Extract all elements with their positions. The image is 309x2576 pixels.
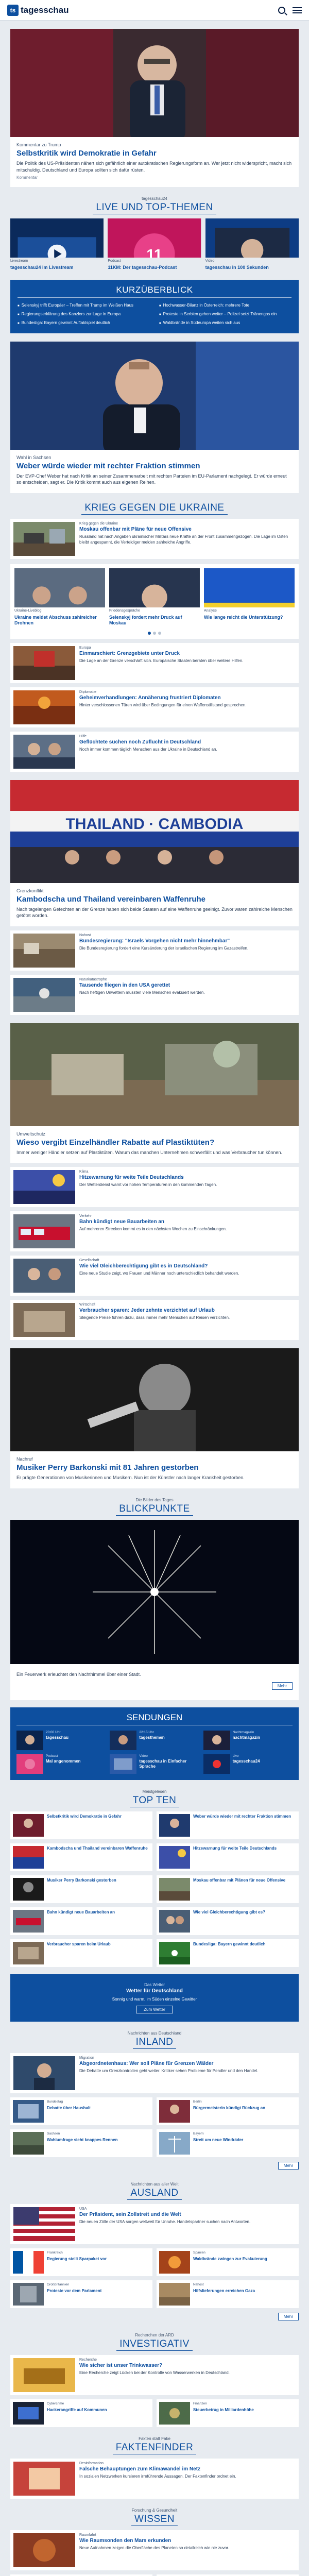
section-live-sub: tagesschau24 [142,196,167,201]
row-desc: Die Bundesregierung fordert eine Kursänderung der israelischen Regierung im Gazastreifen. [79,945,249,951]
topten-label: Moskau offenbar mit Plänen für neue Offensive [193,1878,286,1883]
svg-text:11: 11 [146,246,163,263]
row-title[interactable]: Falsche Behauptungen zum Klimawandel im Netz [79,2466,201,2472]
logo-mark: ts [7,5,19,16]
ausland-thumb [13,2283,44,2306]
innen-lead-title[interactable]: Wieso vergibt Einzelhändler Rabatte auf Plastiktüten? [16,1138,215,1147]
wissen-lead-thumb [13,2533,75,2567]
inland-thumb [159,2132,190,2155]
hero-article[interactable] [10,29,299,187]
sendung-thumb [203,1754,230,1774]
section-investigativ-head [10,2333,299,2351]
ukraine-row[interactable] [10,732,299,772]
topten-label: Hitzewarnung für weite Teile Deutschlands [193,1846,277,1851]
row-kicker: Migration [79,2056,94,2060]
row-desc: Der Wetterdienst warnt vor hohen Temperaturen in den kommenden Tagen. [79,1182,217,1188]
sendung-label: nachtmagazin [232,1735,260,1740]
row-kicker: Raumfahrt [79,2533,96,2537]
mini-label: Wahlumfrage sieht knappes Rennen [47,2137,118,2142]
row-desc: Hinter verschlossenen Türen wird über Bedingungen für einen Waffenstillstand gesprochen. [79,702,247,707]
row-title[interactable]: Geheimverhandlungen: Annäherung frustriert Diplomaten [79,694,221,701]
ukraine-tile-label: Wie lange reicht die Unterstützung? [204,615,283,620]
topten-list [10,1811,299,1967]
ukraine-tile-kicker: Analyse [204,609,217,613]
inland-thumb [159,2100,190,2123]
innen-row[interactable] [10,1167,299,1207]
section-blickpunkte-head [10,1498,299,1516]
topten-label: Verbraucher sparen beim Urlaub [47,1942,111,1947]
section-ausland-sub: Nachrichten aus aller Welt [130,2182,179,2187]
innen-row-thumb [13,1214,75,1248]
sendung-label: tagesschau [46,1735,69,1740]
ukraine-row-thumb [13,735,75,769]
section-inland-sub: Nachrichten aus Deutschland [127,2031,182,2036]
hero-kicker: Kommentar zu Trump [16,142,61,147]
ukraine-thumb [204,568,295,607]
faktenfinder-lead-thumb [13,2462,75,2496]
section-investigativ-title: INVESTIGATIV [116,2338,193,2351]
svg-text:THAILAND · CAMBODIA: THAILAND · CAMBODIA [65,815,244,833]
mini-label: Proteste vor dem Parlament [47,2288,102,2293]
mini-kicker: Großbritannien [47,2283,70,2287]
section-faktenfinder-sub: Fakten statt Fake [139,2436,170,2442]
live-thumb [10,218,104,258]
faktenfinder-lead[interactable] [10,2459,299,2499]
mini-kicker: Nahost [193,2283,204,2287]
topten-label: Selbstkritik wird Demokratie in Gefahr [47,1814,122,1819]
top-story-image [10,342,299,450]
sendung-item[interactable] [203,1754,293,1774]
row-title[interactable]: Bundesregierung: "Israels Vorgehen nicht mehr hinnehmbar" [79,938,230,944]
ausland-item[interactable] [10,2280,152,2308]
innen-row-thumb [13,1303,75,1337]
topten-thumb [13,1846,44,1869]
ausland-item[interactable] [157,2280,299,2308]
inland-item[interactable] [157,2129,299,2157]
topten-item[interactable] [10,1843,152,1871]
kurzueberblick-item[interactable]: ■ Regierungserklärung des Kanzlers zur Lage in Europa [18,312,150,317]
topten-thumb [13,1814,44,1837]
live-thumb [205,218,299,258]
sendung-thumb [16,1754,43,1774]
ausland-lead-thumb [13,2207,75,2241]
sendung-thumb [203,1731,230,1750]
mini-label: Debatte über Haushalt [47,2105,91,2110]
topten-thumb [13,1910,44,1933]
mini-label: Hilfslieferungen erreichen Gaza [193,2288,255,2293]
sendung-label: tagesschau in Einfacher Sprache [139,1758,187,1769]
section-topten-head [10,1789,299,1807]
sendung-thumb [110,1731,136,1750]
section-ukraine-title: KRIEG GEGEN DIE UKRAINE [81,502,227,515]
section-faktenfinder-head [10,2436,299,2454]
ausland-row-thumb [13,934,75,968]
investigativ-item[interactable] [10,2399,152,2427]
section-topten-sub: Meistgelesen [142,1789,167,1794]
row-desc: Noch immer kommen täglich Menschen aus der Ukraine in Deutschland an. [79,747,217,752]
row-kicker: Recherche [79,2358,97,2362]
sendung-item[interactable] [110,1731,199,1750]
row-desc: Auf mehreren Strecken kommt es in den nächsten Wochen zu Einschränkungen. [79,1227,227,1232]
sendung-kicker: 22:15 Uhr [139,1731,154,1735]
row-title[interactable]: Geflüchtete suchen noch Zuflucht in Deutschland [79,739,201,745]
row-title[interactable]: Verbraucher sparen: Jeder zehnte verzichtet auf Urlaub [79,1308,215,1314]
row-desc: Nach heftigen Unwettern mussten viele Menschen evakuiert werden. [79,990,205,995]
topten-label: Bahn kündigt neue Bauarbeiten an [47,1910,115,1915]
topten-thumb [159,1910,190,1933]
topten-thumb [159,1878,190,1901]
ukraine-row[interactable] [10,687,299,727]
topten-item[interactable] [157,1843,299,1871]
row-desc: Eine neue Studie zeigt, wo Frauen und Männer noch unterschiedlich behandelt werden. [79,1271,239,1276]
innen-row-thumb [13,1259,75,1293]
topten-item[interactable] [157,1939,299,1967]
ukraine-lead-thumb [13,522,75,556]
hero-teaser: Die Politik des US-Präsidenten nähert sich gefährlich einer autokratischen Regierungsform an. Wer jetzt nicht widerspricht, macht sich mitschuldig. Deutschland und Europa sollten sich dafür rüsten. [16,161,292,173]
row-title[interactable]: Tausende fliegen in den USA gerettet [79,982,170,988]
ukraine-lead-kicker: Krieg gegen die Ukraine [79,522,118,526]
mini-kicker: Bundestag [47,2100,63,2104]
weather-kicker: Das Wetter [144,1982,165,1988]
feature-teaser: Er prägte Generationen von Musikerinnen und Musikern. Nun ist der Künstler nach langer Krankheit gestorben. [16,1475,245,1481]
sendung-kicker: Video [139,1754,148,1758]
feature-image [10,1348,299,1451]
mini-kicker: Finanzen [193,2402,207,2406]
kurzueberblick-item[interactable]: ■ Proteste in Serbien gehen weiter – Polizei setzt Tränengas ein [159,312,291,317]
sendung-item[interactable] [203,1731,293,1750]
mini-kicker: Frankreich [47,2251,63,2255]
logo-text: tagesschau [21,5,69,15]
row-kicker: Diplomatie [79,690,97,694]
ausland-row[interactable] [10,975,299,1015]
sendung-item[interactable] [16,1731,106,1750]
investigativ-thumb [159,2402,190,2425]
inland-lead[interactable] [10,2053,299,2093]
section-blickpunkte-sub: Die Bilder des Tages [135,1497,174,1502]
row-kicker: Wirtschaft [79,1303,96,1307]
feature-kicker: Nachruf [16,1456,33,1462]
blickpunkte-image [10,1520,299,1664]
inland-item[interactable] [10,2097,152,2125]
innen-row[interactable] [10,1300,299,1340]
topten-item[interactable] [10,1875,152,1903]
topten-thumb [159,1942,190,1964]
investigativ-lead-thumb [13,2358,75,2392]
topten-label: Weber würde wieder mit rechter Fraktion stimmen [193,1814,291,1819]
ausland-item[interactable] [157,2248,299,2276]
row-title[interactable]: Bahn kündigt neue Bauarbeiten an [79,1219,165,1225]
topten-item[interactable] [10,1811,152,1839]
menu-icon[interactable] [293,7,302,13]
weather-summary: Sonnig und warm, im Süden einzelne Gewitter [112,1997,197,2002]
inland-more-button[interactable]: Mehr [278,2162,299,2170]
live-kicker: Podcast [108,259,121,263]
row-desc: Die Debatte um Grenzkontrollen geht weiter. Kritiker sehen Probleme für Pendler und den Handel. [79,2069,259,2074]
row-kicker: Europa [79,646,91,650]
ukraine-row[interactable] [10,643,299,683]
ukraine-lead[interactable] [10,519,299,559]
blickpunkte-caption: Ein Feuerwerk erleuchtet den Nachthimmel über einer Stadt. [16,1671,141,1677]
innen-lead-kicker: Umweltschutz [16,1131,46,1137]
topten-label: Wie viel Gleichberechtigung gibt es? [193,1910,265,1915]
row-title[interactable]: Einmarschiert: Grenzgebiete unter Druck [79,650,180,656]
ukraine-tile-kicker: Ukraine-Liveblog [14,609,42,613]
topten-thumb [159,1846,190,1869]
top-story-kicker: Wahl in Sachsen [16,454,52,460]
topten-item[interactable] [157,1811,299,1839]
section-wissen-head [10,2508,299,2526]
ausland-top-title[interactable]: Kambodscha und Thailand vereinbaren Waffenruhe [16,894,206,904]
ausland-thumb [13,2251,44,2274]
sendungen-box [10,1707,299,1780]
row-title[interactable]: Abgeordnetenhaus: Wer soll Pläne für Grenzen Wälder [79,2061,214,2067]
top-story-title[interactable]: Weber würde wieder mit rechter Fraktion stimmen [16,461,200,470]
row-desc: In sozialen Netzwerken kursieren irreführende Aussagen. Der Faktenfinder ordnet ein. [79,2474,236,2479]
sendung-item[interactable] [110,1754,199,1774]
ausland-top-teaser: Nach tagelangen Gefechten an der Grenze haben sich beide Staaten auf eine Waffenruhe geeinigt. Zuvor waren zahlreiche Menschen getötet worden. [16,906,293,919]
blickpunkte-more-button[interactable]: Mehr [272,1682,293,1690]
sendung-label: Mal angenommen [46,1758,81,1764]
mini-kicker: Cybercrime [47,2402,64,2406]
live-kicker: Livestream [10,259,28,263]
sendung-thumb [16,1731,43,1750]
row-desc: Neue Aufnahmen zeigen die Oberfläche des Planeten so detailreich wie nie zuvor. [79,2546,229,2551]
ausland-row[interactable] [10,930,299,971]
topten-item[interactable] [10,1907,152,1935]
mini-kicker: Bayern [193,2132,204,2136]
row-title[interactable]: Wie Raumsonden den Mars erkunden [79,2538,171,2544]
topten-thumb [13,1878,44,1901]
topten-thumb [13,1942,44,1964]
ukraine-lead-title[interactable]: Moskau offenbar mit Pläne für neue Offensive [79,527,192,533]
row-kicker: Gesellschaft [79,1259,99,1263]
innen-row[interactable] [10,1211,299,1251]
row-kicker: Desinformation [79,2462,104,2466]
row-title[interactable]: Der Präsident, sein Zollstreit und die Welt [79,2212,181,2218]
section-live-title: LIVE UND TOP-THEMEN [93,202,216,214]
section-wissen-title: WISSEN [131,2514,178,2526]
sendung-kicker: Live [232,1754,239,1758]
top-story-teaser: Der EVP-Chef Weber hat nach Kritik an seiner Zusammenarbeit mit rechten Parteien im EU-Parlament nachgelegt. Er würde erneut so entscheiden, sagt er. Die Kritik kommt auch aus eigenen Reihen. [16,473,287,485]
sendung-item[interactable] [16,1754,106,1774]
weather-box[interactable] [10,1974,299,2022]
inland-lead-thumb [13,2056,75,2090]
weather-title: Wetter für Deutschland [126,1988,183,1994]
ukraine-tile[interactable] [14,568,105,629]
investigativ-lead[interactable] [10,2355,299,2395]
kurzueberblick-item[interactable]: ■ Waldbrände in Südeuropa weiten sich aus [159,320,291,326]
hero-image [10,29,299,137]
inland-item[interactable] [157,2097,299,2125]
search-icon[interactable] [278,7,285,14]
row-kicker: Klima [79,1170,89,1174]
ukraine-carousel [10,564,299,639]
ausland-row-thumb [13,978,75,1012]
ukraine-row-thumb [13,690,75,724]
ausland-top-image [10,780,299,883]
ukraine-thumb [109,568,200,607]
section-wissen-sub: Forschung & Gesundheit [131,2508,178,2513]
row-title[interactable]: Wie sicher ist unser Trinkwasser? [79,2363,163,2369]
ukraine-tile[interactable] [204,568,295,629]
carousel-dot[interactable] [158,632,161,635]
topten-item[interactable] [10,1939,152,1967]
ukraine-tile-kicker: Friedensgespräche [109,609,140,613]
sendung-kicker: Nachtmagazin [232,1731,254,1735]
sendung-thumb [110,1754,136,1774]
live-kicker: Video [205,259,215,263]
row-title[interactable]: Hitzewarnung für weite Teile Deutschlands [79,1175,184,1181]
sendung-label: tagesschau24 [232,1758,260,1764]
carousel-dot[interactable] [148,632,151,635]
live-tile[interactable] [10,218,104,273]
mini-label: Steuerbetrug in Milliardenhöhe [193,2407,254,2412]
row-title[interactable]: Wie viel Gleichberechtigung gibt es in Deutschland? [79,1263,208,1269]
ukraine-tile[interactable] [109,568,200,629]
mini-kicker: Spanien [193,2251,205,2255]
section-topten-title: TOP TEN [130,1795,180,1807]
topten-item[interactable] [157,1875,299,1903]
row-kicker: Nahost [79,933,91,937]
innen-lead-teaser: Immer weniger Händler setzen auf Plastiktüten. Warum das manchen Unternehmen schwerfällt und was Verbraucher tun können. [16,1149,282,1155]
carousel-dot[interactable] [153,632,156,635]
kurzueberblick-item[interactable]: ■ Hochwasser-Bilanz in Österreich: mehrere Tote [159,303,291,309]
sendung-label: tagesthemen [139,1735,165,1740]
kurzueberblick-item[interactable]: ■ Bundesliga: Bayern gewinnt Auftaktspiel deutlich [18,320,150,326]
ausland-top-story[interactable] [10,780,299,926]
live-label: tagesschau24 im Livestream [10,265,74,270]
feature-title[interactable]: Musiker Perry Barkonski mit 81 Jahren gestorben [16,1463,199,1472]
ausland-thumb [159,2283,190,2306]
section-ausland-head [10,2182,299,2200]
section-investigativ-sub: Recherchen der ARD [135,2333,174,2338]
innen-lead-image [10,1023,299,1126]
row-kicker: Naturkatastrophe [79,977,107,981]
topten-label: Musiker Perry Barkonski gestorben [47,1878,116,1883]
section-ukraine-head [10,502,299,515]
row-desc: Eine Recherche zeigt Lücken bei der Kontrolle von Wasserwerken in Deutschland. [79,2370,230,2376]
kurzueberblick-title: KURZÜBERBLICK [18,285,291,298]
live-label: 11KM: Der tagesschau-Podcast [108,265,177,270]
mini-label: Regierung stellt Sparpaket vor [47,2256,107,2261]
row-kicker: Verkehr [79,1214,92,1218]
ukraine-tile-label: Selenskyj fordert mehr Druck auf Moskau [109,615,182,626]
inland-thumb [13,2100,44,2123]
innen-lead[interactable] [10,1023,299,1163]
innen-row-thumb [13,1170,75,1204]
mini-label: Waldbrände zwingen zur Evakuierung [193,2256,267,2261]
ukraine-lead-teaser: Russland hat nach Angaben ukrainischer Militärs neue Kräfte an der Front zusammengezogen. Die Lage im Osten bleibt angespannt, die Verteidiger melden zahlreiche Angriffe. [79,534,288,545]
live-tile[interactable] [108,218,201,273]
live-label: tagesschau in 100 Sekunden [205,265,269,270]
ausland-lead[interactable] [10,2204,299,2244]
weather-button[interactable]: Zum Wetter [136,2006,173,2013]
row-kicker: USA [79,2207,87,2211]
topten-label: Kambodscha und Thailand vereinbaren Waffenruhe [47,1846,148,1851]
ukraine-thumb [14,568,105,607]
ukraine-tile-label: Ukraine meldet Abschuss zahlreicher Drohnen [14,615,97,626]
innen-row[interactable] [10,1256,299,1296]
ausland-thumb [159,2251,190,2274]
topten-thumb [159,1814,190,1837]
feature-story[interactable] [10,1348,299,1488]
section-inland-head [10,2031,299,2049]
inland-item[interactable] [10,2129,152,2157]
ukraine-row-thumb [13,646,75,680]
mini-kicker: Sachsen [47,2132,60,2136]
blickpunkte-gallery[interactable] [10,1520,299,1701]
row-kicker: Hilfe [79,734,87,738]
row-desc: Die neuen Zölle der USA sorgen weltweit für Unruhe. Handelspartner suchen nach Antworten. [79,2219,251,2225]
ausland-more-button[interactable]: Mehr [278,2313,299,2320]
ausland-item[interactable] [10,2248,152,2276]
kurzueberblick-item[interactable]: ■ Selenskyj trifft Europäer – Treffen mit Trump im Weißen Haus [18,303,150,309]
kurzueberblick-box [10,280,299,333]
topten-label: Bundesliga: Bayern gewinnt deutlich [193,1942,266,1947]
section-blickpunkte-title: BLICKPUNKTE [116,1503,193,1516]
row-desc: Die Lage an der Grenze verschärft sich. Europäische Staaten beraten über weitere Hilfen. [79,658,244,663]
section-ausland-title: AUSLAND [127,2188,181,2200]
live-tile[interactable] [205,218,299,273]
wissen-lead[interactable] [10,2530,299,2570]
investigativ-item[interactable] [157,2399,299,2427]
section-live-head [10,196,299,214]
topten-item[interactable] [157,1907,299,1935]
mini-label: Bürgermeisterin kündigt Rückzug an [193,2105,266,2110]
sendung-kicker: 20:00 Uhr [46,1731,61,1735]
section-inland-title: INLAND [133,2037,177,2049]
site-header [0,0,309,21]
live-tiles [10,218,299,273]
mini-kicker: Berlin [193,2100,202,2104]
sendung-kicker: Podcast [46,1754,58,1758]
hero-title[interactable]: Selbstkritik wird Demokratie in Gefahr [16,149,157,158]
hero-meta: Kommentar [16,175,38,180]
row-desc: Steigende Preise führen dazu, dass immer mehr Menschen auf Reisen verzichten. [79,1315,230,1320]
ausland-top-kicker: Grenzkonflikt [16,888,44,893]
section-faktenfinder-title: FAKTENFINDER [113,2442,197,2454]
mini-label: Streit um neue Windräder [193,2137,244,2142]
sendungen-title: SENDUNGEN [16,1713,293,1725]
mini-label: Hackerangriffe auf Kommunen [47,2407,107,2412]
site-logo[interactable] [7,5,69,16]
inland-thumb [13,2132,44,2155]
investigativ-thumb [13,2402,44,2425]
top-story[interactable] [10,342,299,493]
